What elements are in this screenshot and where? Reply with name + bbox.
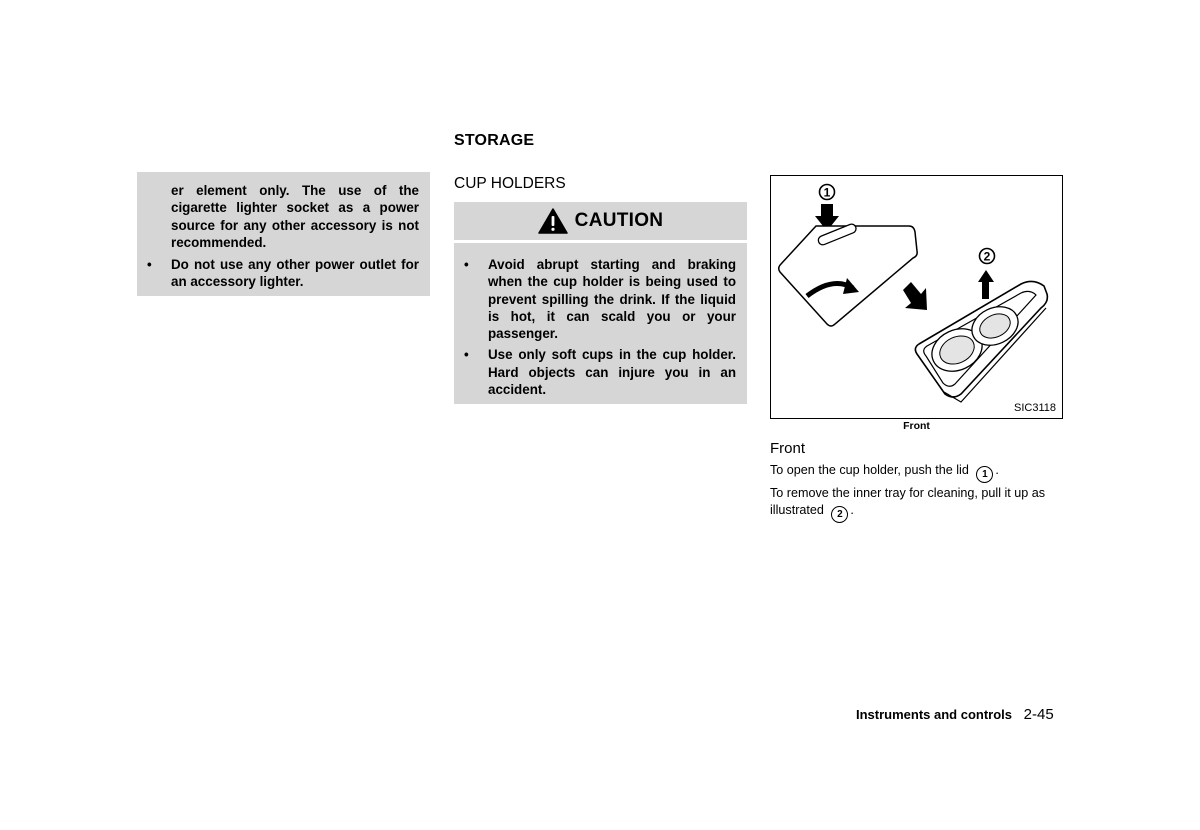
sentence-end: .	[995, 463, 999, 477]
continued-warning-box	[137, 172, 430, 296]
sentence-end: .	[850, 503, 854, 517]
warning-bullet-text: Do not use any other power outlet for an accessory lighter.	[171, 257, 419, 290]
callout-ref-1: 1	[976, 466, 993, 483]
remove-instructions-text: To remove the inner tray for cleaning, pull it up as illustrated	[770, 486, 1046, 517]
caution-bullet	[464, 346, 736, 398]
open-instructions-text: To open the cup holder, push the lid	[770, 463, 969, 477]
open-instructions	[770, 462, 1065, 483]
warning-triangle-icon	[538, 208, 568, 234]
subsection-title: CUP HOLDERS	[454, 175, 566, 192]
callout-2	[980, 249, 995, 264]
caution-bullet	[464, 256, 736, 342]
section-title: STORAGE	[454, 132, 535, 149]
bullet-dot: •	[464, 257, 469, 272]
cup-holder-illustration	[770, 175, 1063, 419]
footer-section: Instruments and controls	[856, 707, 1013, 722]
remove-instructions	[770, 485, 1065, 523]
figure-code: SIC3118	[1014, 402, 1056, 414]
caution-header	[454, 202, 747, 240]
caution-body	[454, 243, 747, 404]
continued-warning-text: er element only. The use of the cigarette lighter socket as a power source for any other accessory is not recommended.	[171, 183, 419, 250]
callout-1	[820, 185, 835, 200]
cup-holder-drawing	[771, 176, 1061, 417]
figure-caption: Front	[903, 420, 930, 432]
bullet-dot: •	[147, 257, 152, 273]
callout-ref-2: 2	[831, 506, 848, 523]
page-number: 2-45	[1023, 706, 1054, 723]
caution-bullet-text: Avoid abrupt starting and braking when the cup holder is being used to prevent spilling the drink. If the liquid is hot, it can scald you or your passenger.	[488, 257, 736, 342]
svg-text:1: 1	[823, 185, 831, 200]
warning-bullet	[147, 256, 419, 291]
caution-bullet-text: Use only soft cups in the cup holder. Hard objects can injure you in an accident.	[488, 347, 736, 398]
bullet-dot: •	[464, 347, 469, 363]
caution-label: CAUTION	[574, 210, 664, 231]
svg-text:2: 2	[983, 249, 991, 264]
front-heading: Front	[770, 440, 806, 457]
page-footer	[856, 706, 1054, 723]
